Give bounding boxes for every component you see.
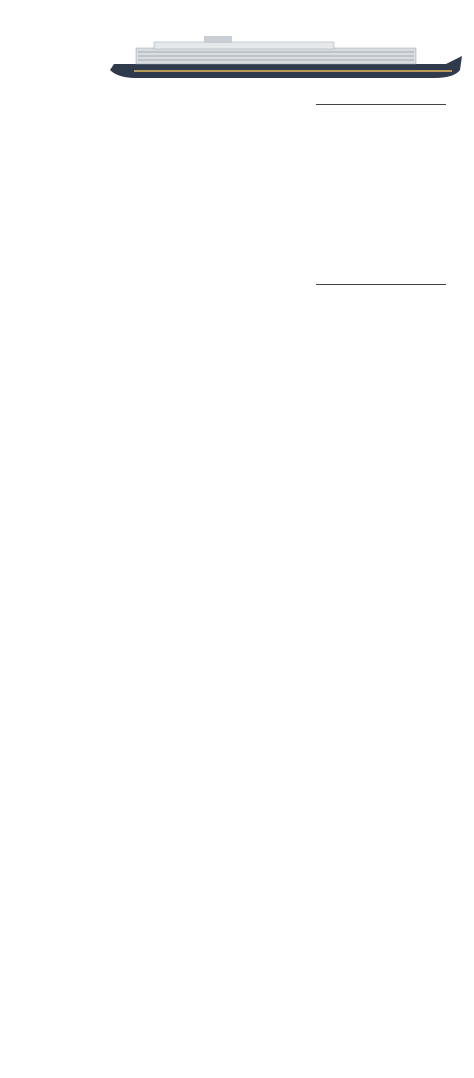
suite-categories-rule: [316, 104, 446, 105]
specifications-rule: [316, 284, 446, 285]
ship-profile: [74, 34, 466, 80]
ship-funnel: [204, 36, 232, 43]
ship-boot-stripe: [134, 70, 452, 72]
